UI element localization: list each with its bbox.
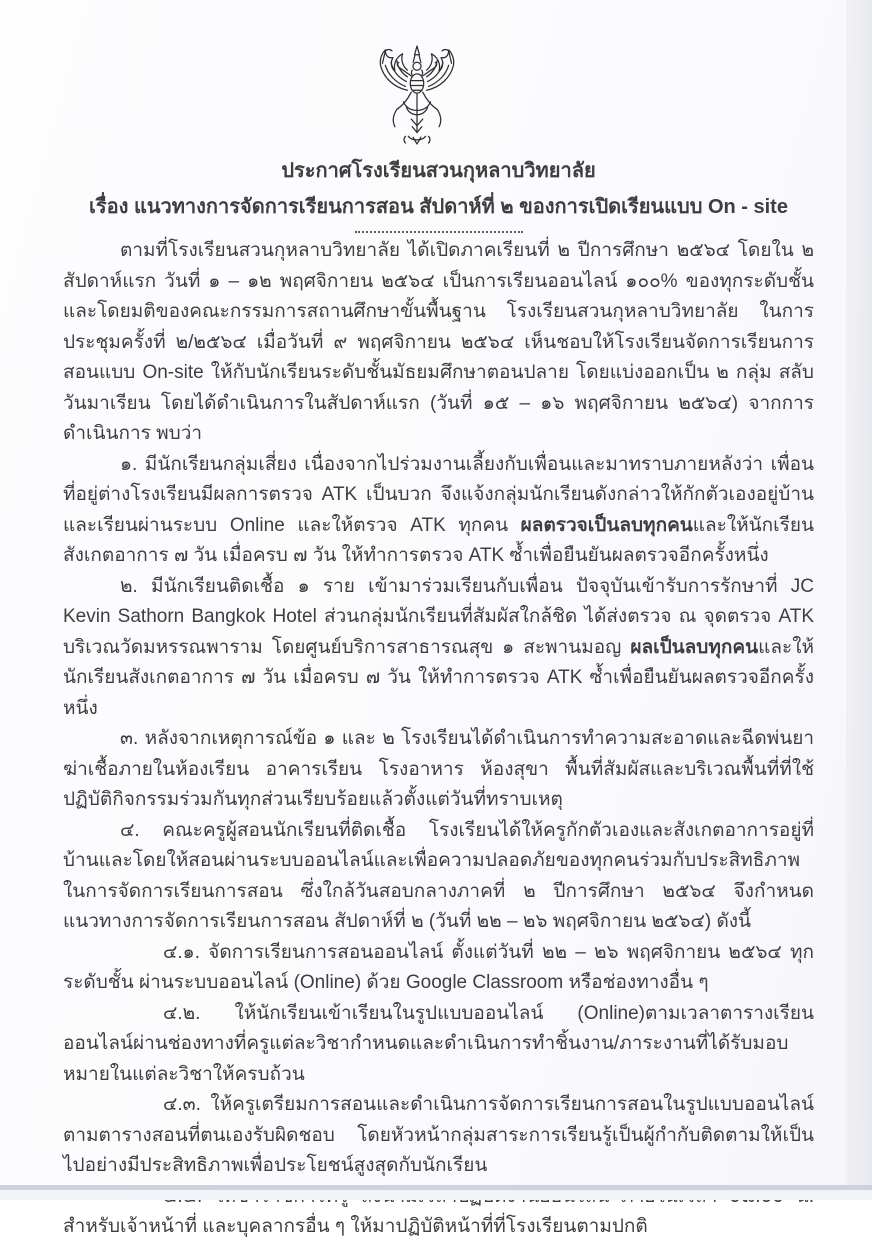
paragraph-item-4: ๔. คณะครูผู้สอนนักเรียนที่ติดเชื้อ โรงเรียนได้ให้ครูกักตัวเองและสังเกตอาการอยู่ที่บ้านและโดยให้สอน​ผ่านระบบออนไลน์และเพื่อความปลอดภัยของทุกคนร่วมกับประสิทธิภาพในการจัดการเรียนการสอน ซึ่งใกล้วัน​สอบกลางภาคที่ ๒ ปีการศึกษา ๒๕๖๔ จึงกำหนดแนวทางการจัดการเรียนการสอน สัปดาห์ที่ ๒ (วันที่ ๒๒ – ๒๖ พฤศจิกายน ๒๕๖๔) ดังนี้	[63, 819, 814, 932]
announcement-subject: เรื่อง แนวทางการจัดการเรียนการสอน สัปดาห์ที่ ๒ ของการเปิดเรียนแบบ On - site	[89, 196, 788, 218]
document-body	[63, 0, 814, 1243]
item-2-text-after: และให้นักเรียนสังเกตอาการ ๗ วัน เมื่อครบ ๗ วัน ให้ทำการตรวจ ATK ซ้ำเพื่อยืนยันผลตรวจอีกครั้งหนึ่ง	[63, 636, 814, 719]
paragraph-item-3: ๓. หลังจากเหตุการณ์ข้อ ๑ และ ๒ โรงเรียนได้ดำเนินการทำความสะอาดและฉีดพ่นยาฆ่าเชื้อภายใน​ห้องเรียน อาคารเรียน โรงอาหาร ห้องสุขา พื้นที่สัมผัสและบริเวณพื้นที่ที่ใช้ปฏิบัติกิจกรรมร่วมกันทุกส่วน​เรียบร้อยแล้วตั้งแต่วันที่ทราบเหตุ	[63, 728, 814, 810]
paragraph-item-1	[63, 450, 814, 572]
garuda-emblem	[369, 42, 465, 150]
item-2-text: ๒. มีนักเรียนติดเชื้อ ๑ ราย เข้ามาร่วมเรียนกับเพื่อน ปัจจุบันเข้ารับการรักษาที่ JC Kevin Sathorn Bangkok Hotel ส่วนกลุ่มนักเรียนที่สัมผัสใกล้ชิด ได้ส่งตรวจ ณ จุดตรวจ ATK บริเวณวัดมหรรณพาราม โดยศูนย์บริการสาธารณสุข ๑ สะพานมอญ	[63, 575, 814, 658]
paragraph-item-4-1: ๔.๑. จัดการเรียนการสอนออนไลน์ ตั้งแต่วันที่ ๒๒ – ๒๖ พฤศจิกายน ๒๕๖๔ ทุกระดับชั้น ผ่าน​ระบบออนไลน์ (Online) ด้วย Google Classroom หรือช่องทางอื่น ๆ	[63, 941, 814, 993]
scan-edge-bottom-outer	[0, 1190, 872, 1200]
dotted-divider	[355, 231, 523, 233]
item-1-text-after: และให้นักเรียนสังเกตอาการ ๗ วัน เมื่อครบ ๗ วัน ให้ทำการตรวจ ATK ซ้ำเพื่อยืนยันผลตรวจอีกครั้งหนึ่ง	[63, 514, 814, 566]
paragraph-item-4-2: ๔.๒. ให้นักเรียนเข้าเรียนในรูปแบบออนไลน์ (Online)ตามเวลาตารางเรียนออนไลน์ผ่านช่องทาง​ที่ครูแต่ละวิชากำหนดและดำเนินการทำชิ้นงาน/ภาระงานที่ได้รับมอบหมายในแต่ละวิชาให้ครบถ้วน	[63, 1002, 814, 1085]
scan-edge-right	[846, 0, 872, 1200]
paragraph-item-4-4: สำหรับเจ้าหน้าที่ และบุคลากรอื่น ๆ ให้มาปฏิบัติหน้าที่ที่โรงเรียนตามปกติ	[63, 1216, 648, 1237]
item-1-text: ๑. มีนักเรียนกลุ่มเสี่ยง เนื่องจากไปร่วมงานเลี้ยงกับเพื่อนและมาทราบภายหลังว่า เพื่อนที่อยู่ต่างโรงเรียน​มีผลการตรวจ ATK เป็นบวก จึงแจ้งกลุ่มนักเรียนดังกล่าวให้กักตัวเองอยู่บ้านและเรียนผ่านระบบ Online และให้​ตรวจ ATK ทุกคน	[63, 453, 814, 536]
paragraph-intro: ตามที่โรงเรียนสวนกุหลาบวิทยาลัย ได้เปิดภาคเรียนที่ ๒ ปีการศึกษา ๒๕๖๔ โดยใน ๒ สัปดาห์แรก วันที่ ๑ – ๑๒ พฤศจิกายน ๒๕๖๔ เป็นการเรียนออนไลน์ ๑๐๐% ของทุกระดับชั้น และโดยมติของคณะกรรมการ​สถานศึกษาขั้นพื้นฐาน โรงเรียนสวนกุหลาบวิทยาลัย ในการประชุมครั้งที่ ๒/๒๕๖๔ เมื่อวันที่ ๙ พฤศจิกายน ๒๕๖๔ เห็นชอบให้โรงเรียนจัดการเรียนการสอนแบบ On-site ให้กับนักเรียนระดับชั้นมัธยมศึกษาตอนปลาย โดยแบ่งออกเป็น ๒ กลุ่ม สลับวันมาเรียน โดยได้ดำเนินการในสัปดาห์แรก (วันที่ ๑๕ – ๑๖ พฤศจิกายน ๒๕๖๔) จากการดำเนินการ พบว่า	[63, 240, 814, 444]
paragraph-item-2	[63, 572, 814, 725]
item-1-bold-result: ผลตรวจเป็นลบทุกคน	[520, 514, 693, 536]
item-2-bold-result: ผลเป็นลบทุกคน	[630, 636, 759, 658]
announcement-title: ประกาศโรงเรียนสวนกุหลาบวิทยาลัย	[281, 160, 596, 182]
paragraph-item-4-3: ๔.๓. ให้ครูเตรียมการสอนและดำเนินการจัดการเรียนการสอนในรูปแบบออนไลน์ตามตารางสอน​ที่ตนเองรับผิดชอบ โดยหัวหน้ากลุ่มสาระการเรียนรู้เป็นผู้กำกับติดตามให้เป็นไปอย่างมีประสิทธิภาพเพื่อประโยชน์​สูงสุดกับนักเรียน	[63, 1094, 814, 1176]
